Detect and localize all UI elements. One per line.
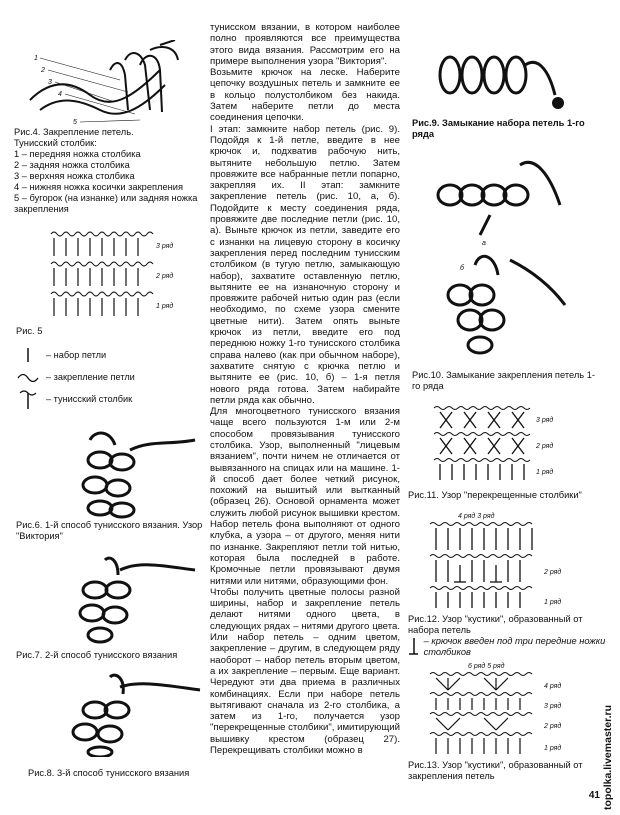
fig10-label: а: [482, 240, 486, 247]
legend-label: – набор петли: [46, 350, 107, 360]
fig12-row-label: 1 ряд: [544, 599, 562, 606]
fig8-drawing: [55, 672, 205, 757]
fig10-drawing: [420, 145, 580, 365]
fig7-caption: Рис.7. 2-й способ тунисского вязания: [16, 650, 178, 660]
fig4-drawing: [10, 40, 180, 130]
page-number: 41: [588, 790, 600, 801]
legend-row-chain: [16, 346, 106, 364]
fig12-diagram: [428, 510, 588, 610]
legend-row-fasten: [16, 368, 135, 386]
fig4-item: 3 – верхняя ножка столбика: [14, 171, 135, 181]
fig13-row-label: 2 ряд: [544, 723, 562, 730]
fig9-caption: Рис.9. Замыкание набора петель 1-го ряда: [412, 118, 585, 139]
fig13-row-label: 3 ряд: [544, 703, 562, 710]
legend-row-stitch: [16, 388, 132, 410]
main-text-column: [210, 22, 400, 756]
fig10-caption: Рис.10. Замыкание закрепления петель 1-го ряда: [412, 370, 595, 391]
fig4-number-3: 3: [48, 79, 52, 86]
inverted-t-symbol-icon: [408, 636, 418, 656]
tunisian-stitch-icon: [16, 388, 40, 410]
fig5-diagram: [46, 226, 196, 318]
fig4-item: 5 – бугорок (на изнанке) или задняя ножка закрепления: [14, 193, 198, 214]
fig8-caption: Рис.8. 3-й способ тунисского вязания: [28, 768, 190, 778]
fig4-caption: Рис.4. Закрепление петель.: [14, 127, 134, 137]
paragraph: тунисском вязании, в котором наиболее полно проявляются все преимущества этого вида вязания. Рассмотрим его на примере выполнения узора "Виктория".: [210, 22, 400, 67]
fig4-number-4: 4: [58, 91, 62, 98]
fig12-top-label: 4 ряд 3 ряд: [458, 513, 495, 520]
chain-symbol-icon: [16, 346, 40, 364]
fig4-item: 2 – задняя ножка столбика: [14, 160, 130, 170]
watermark-text: topolka.livemaster.ru: [602, 704, 614, 810]
paragraph: I этап: замкните набор петель (рис. 9). Подойдя к 1-й петле, введите в нее крючок и, подхватив рабочую нить, вытяните небольшую петлю. Затем провяжите все набранные петли попарно, закрепляя их. II этап: замкните закрепление петель (рис. 10, а, б). Подойдите к месту соединения ряда, провяжите две последние петли (рис. 10, а). Выньте крючок из петли, заведите его с изнанки на лицевую сторону в косичку закрепления перед последним тунисским столбиком (в тугую петлю, замыкающую набор), захватите оставленную петлю, вытяните ее на изнаночную сторону и провяжите рабочей нитью один раз (если необходимо, по схеме узора смените цветные нити). Затем опять выньте крючок из петли, введите его под переднюю ножку 1-го тунисского столбика справа налево (как при обычном наборе), захватите снятую с крючка петлю и вытяните ее (рис. 10, б) – 1-я петля нового ряда готова. Затем набирайте петли ряда как обычно.: [210, 123, 400, 406]
fig11-row-label: 2 ряд: [536, 443, 554, 450]
fig9-drawing: [430, 45, 570, 110]
fig4-item: 4 – нижняя ножка косички закрепления: [14, 182, 183, 192]
hook-tip-icon: [552, 97, 564, 109]
watermark-vertical: [602, 640, 618, 810]
fig5-row-label: 3 ряд: [156, 243, 174, 250]
fig11-row-label: 1 ряд: [536, 469, 554, 476]
fig13-row-label: 1 ряд: [544, 745, 562, 752]
wave-symbol-icon: [16, 368, 40, 386]
fig11-diagram: [432, 402, 582, 482]
paragraph: Возьмите крючок на леске. Наберите цепочку воздушных петель и замкните ее в кольцо полустолбиком без накида. Затем наберите петли до места соединения цепочки.: [210, 67, 400, 124]
paragraph: Чтобы получить цветные полосы разной ширины, набор и закрепление петель делают нитями одного цвета, в следующих рядах – нитями другого цвета. Или набор петель – одним цветом, закрепление – другим, в следующем ряду наоборот – набор петель вторым цветом, а их закрепление – первым. Еще вариант. Чередуют эти два приема в различных комбинациях. Если при наборе петель вытягивают сначала из 2-го столбика, а затем из 1-го, получается узор "перекрещенные столбики", имитирующий вышивку крестом (образец 27). Перекрещивать столбики можно в: [210, 586, 400, 756]
fig11-row-label: 3 ряд: [536, 417, 554, 424]
fig4-number-1: 1: [34, 55, 38, 62]
fig12-caption: Рис.12. Узор "кустики", образованный от набора петель: [408, 614, 583, 635]
fig4-subtitle: Тунисский столбик:: [14, 138, 97, 148]
paragraph: Для многоцветного тунисского вязания чаще всего пользуются 1-м или 2-м способом провязывания тунисского столбика. Узор, выполненный "лицевым вязанием", почти ничем не отличается от вывязанного на спицах или на машине. 1-й способ дает более четкий рисунок, похожий на вышитый или вытканный (образец 26). Основой орнамента может служить любой рисунок вышивки крестом. Набор петель фона выполняют от одного клубка, а узора – от другого, меняя нити по изнанке. Закрепляют петли той нитью, которая была последней в работе. Кромочные петли провязывают двумя нитями или нитями, образующими фон.: [210, 406, 400, 587]
fig13-caption: Рис.13. Узор "кустики", образованный от закрепления петель: [408, 760, 583, 781]
legend-label: – закрепление петли: [46, 372, 135, 382]
fig11-caption: Рис.11. Узор "перекрещенные столбики": [408, 490, 582, 500]
fig12-row-label: 2 ряд: [544, 569, 562, 576]
fig4-number-2: 2: [41, 67, 45, 74]
fig5-row-label: 2 ряд: [156, 273, 174, 280]
fig5-row-label: 1 ряд: [156, 303, 174, 310]
fig10-label: б: [460, 265, 464, 272]
fig12-note-row: [408, 636, 608, 658]
fig6-caption: Рис.6. 1-й способ тунисского вязания. Узор "Виктория": [16, 520, 203, 541]
fig13-diagram: [428, 660, 588, 758]
fig4-number-5: 5: [73, 119, 77, 126]
fig4-item: 1 – передняя ножка столбика: [14, 149, 141, 159]
fig7-drawing: [60, 555, 200, 645]
fig6-drawing: [60, 430, 200, 520]
fig5-caption: Рис. 5: [16, 326, 43, 336]
fig4-caption-block: [14, 127, 204, 215]
fig13-row-label: 4 ряд: [544, 683, 562, 690]
fig13-top-label: 6 ряд 5 ряд: [468, 663, 505, 670]
fig12-note: – крючок введен под три передние ножки столбиков: [423, 636, 606, 657]
legend-label: – тунисский столбик: [46, 394, 133, 404]
